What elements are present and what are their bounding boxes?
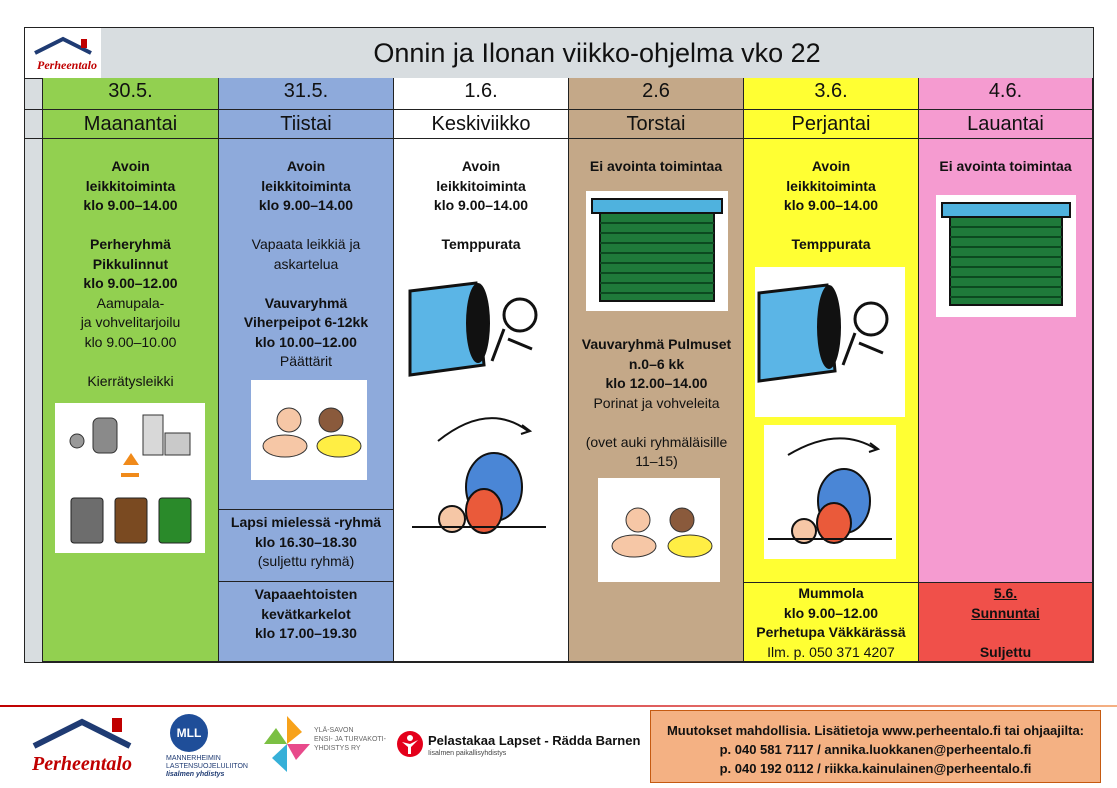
closed-shutter-image [586,191,728,311]
somersault-image [408,401,550,549]
date-fri: 3.6. [744,78,919,110]
babies-image [251,380,367,480]
tunnel-crawl-image-2 [755,267,905,417]
perheentalo-logo-icon [29,31,99,75]
day-tue: Tiistai [219,110,394,139]
recycling-image [55,403,205,553]
pinwheel-icon [262,714,312,776]
logo-text: Perheentalo [37,58,97,72]
contact-line-2: p. 040 581 7117 / annika.luokkanen@perheentalo.fi [719,742,1032,757]
contact-line-1: Muutokset mahdollisia. Lisätietoja www.perheentalo.fi tai ohjaajilta: [666,723,1085,738]
tue-extra1: Lapsi mielessä -ryhmä klo 16.30–18.30 (suljettu ryhmä) [219,510,394,582]
footer-divider [0,705,1117,707]
sunday-cell: 5.6. Sunnuntai Suljettu [919,583,1093,662]
closed-shutter-image-2 [936,195,1076,317]
fri-extra1: Mummola klo 9.00–12.00 Perhetupa Väkkärässä Ilm. p. 050 371 4207 [744,583,919,662]
tunnel-crawl-image [408,279,550,391]
perheentalo-footer-logo: Perheentalo [26,714,138,776]
somersault-image-2 [764,425,896,559]
page-title: Onnin ja Ilonan viikko-ohjelma vko 22 [373,38,821,68]
ylasavo-logo: YLÄ-SAVON ENSI- JA TURVAKOTI- YHDISTYS RY [262,714,392,778]
date-mon: 30.5. [43,78,219,110]
tue-extra2: Vapaaehtoisten kevätkarkelot klo 17.00–19.30 [219,582,394,662]
mll-badge-icon: MLL [170,714,208,752]
day-sat: Lauantai [919,110,1093,139]
babies-image-2 [598,478,720,582]
date-tue: 31.5. [219,78,394,110]
contact-info-box [650,710,1101,783]
body-mon: Avoin leikkitoiminta klo 9.00–14.00 Perheryhmä Pikkulinnut klo 9.00–12.00 Aamupala- ja vohvelitarjoilu klo 9.00–10.00 Kierrätysleikki [43,139,219,662]
left-strip [25,78,43,662]
day-thu: Torstai [569,110,744,139]
contact-line-3: p. 040 192 0112 / riikka.kainulainen@perheentalo.fi [719,761,1032,776]
logo-cell [25,28,101,78]
body-sat: Ei avointa toimintaa [919,139,1093,583]
day-mon: Maanantai [43,110,219,139]
body-wed: Avoin leikkitoiminta klo 9.00–14.00 Temppurata [394,139,569,662]
save-the-children-icon [396,730,424,758]
date-thu: 2.6 [569,78,744,110]
mll-logo: MLL MANNERHEIMIN LASTENSUOJELULIITON Iisalmen yhdistys [166,714,256,778]
title-bar [101,28,1093,78]
date-wed: 1.6. [394,78,569,110]
house-roof-icon [26,714,138,754]
body-fri: Avoin leikkitoiminta klo 9.00–14.00 Temppurata [744,139,919,583]
day-wed: Keskiviikko [394,110,569,139]
date-sat: 4.6. [919,78,1093,110]
body-tue: Avoin leikkitoiminta klo 9.00–14.00 Vapaata leikkiä ja askartelua Vauvaryhmä Viherpeipot 6-12kk klo 10.00–12.00 Päättärit [219,139,394,510]
day-fri: Perjantai [744,110,919,139]
pelastakaa-logo: Pelastakaa Lapset - Rädda Barnen Iisalmen paikallisyhdistys [396,730,646,766]
body-thu: Ei avointa toimintaa Vauvaryhmä Pulmuset n.0–6 kk klo 12.00–14.00 Porinat ja vohveleita (ovet auki ryhmäläisille 11–15) [569,139,744,662]
